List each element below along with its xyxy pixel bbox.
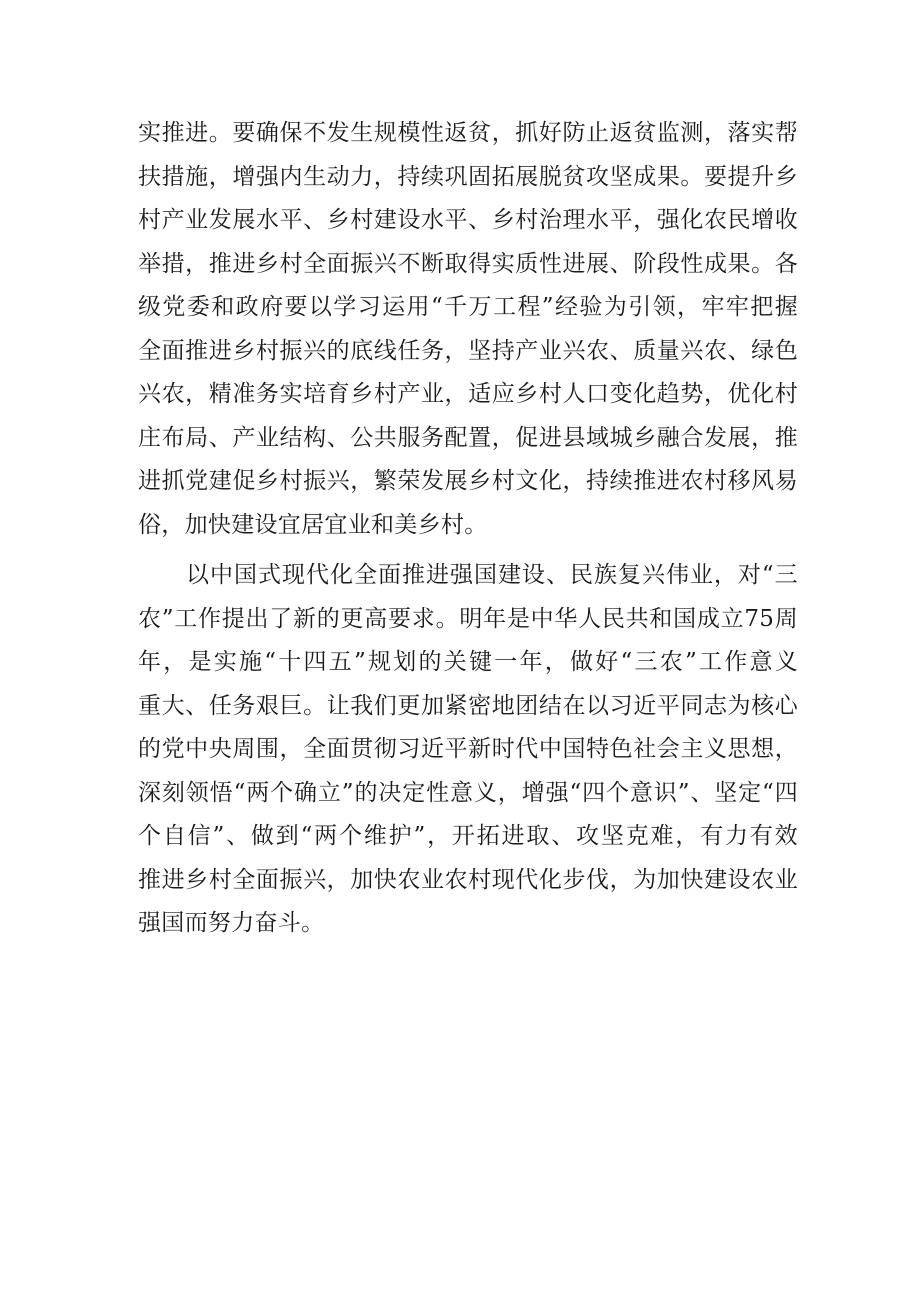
body-text bbox=[138, 112, 798, 946]
text-line: 重大、任务艰巨。让我们更加紧密地团结在以习近平同志为核心 bbox=[138, 692, 798, 719]
text-line: 兴农，精准务实培育乡村产业，适应乡村人口变化趋势，优化村 bbox=[138, 381, 798, 407]
text-line: 实推进。要确保不发生规模性返贫，抓好防止返贫监测，落实帮 bbox=[138, 120, 798, 146]
text-line: 个自信”、做到“两个维护”，开拓进取、攻坚克难，有力有效 bbox=[138, 823, 798, 849]
text-line: 举措，推进乡村全面振兴不断取得实质性进展、阶段性成果。各 bbox=[138, 250, 798, 277]
text-line: 推进乡村全面振兴，加快农业农村现代化步伐，为加快建设农业 bbox=[138, 866, 798, 893]
text-line: 庄布局、产业结构、公共服务配置，促进县域城乡融合发展，推 bbox=[138, 424, 798, 451]
text-line: 村产业发展水平、乡村建设水平、乡村治理水平，强化农民增收 bbox=[138, 207, 798, 233]
text-line: 级党委和政府要以学习运用“千万工程”经验为引领，牢牢把握 bbox=[138, 294, 798, 320]
text-line: 农”工作提出了新的更高要求。明年是中华人民共和国成立75周 bbox=[138, 605, 798, 632]
text-line: 以中国式现代化全面推进强国建设、民族复兴伟业，对“三 bbox=[138, 562, 798, 588]
text-line: 年，是实施“十四五”规划的关键一年，做好“三农”工作意义 bbox=[138, 649, 798, 675]
text-line: 全面推进乡村振兴的底线任务，坚持产业兴农、质量兴农、绿色 bbox=[138, 337, 798, 364]
text-line: 扶措施，增强内生动力，持续巩固拓展脱贫攻坚成果。要提升乡 bbox=[138, 163, 798, 190]
paragraph-1 bbox=[138, 112, 798, 547]
text-line: 俗，加快建设宜居宜业和美乡村。 bbox=[138, 511, 488, 538]
text-line: 进抓党建促乡村振兴，繁荣发展乡村文化，持续推进农村移风易 bbox=[138, 468, 798, 494]
paragraph-gap bbox=[138, 547, 798, 554]
text-line: 深刻领悟“两个确立”的决定性意义，增强“四个意识”、坚定“四 bbox=[138, 779, 798, 806]
paragraph-2 bbox=[138, 554, 798, 946]
text-line: 的党中央周围，全面贯彻习近平新时代中国特色社会主义思想， bbox=[138, 736, 798, 762]
text-line: 强国而努力奋斗。 bbox=[138, 910, 325, 936]
